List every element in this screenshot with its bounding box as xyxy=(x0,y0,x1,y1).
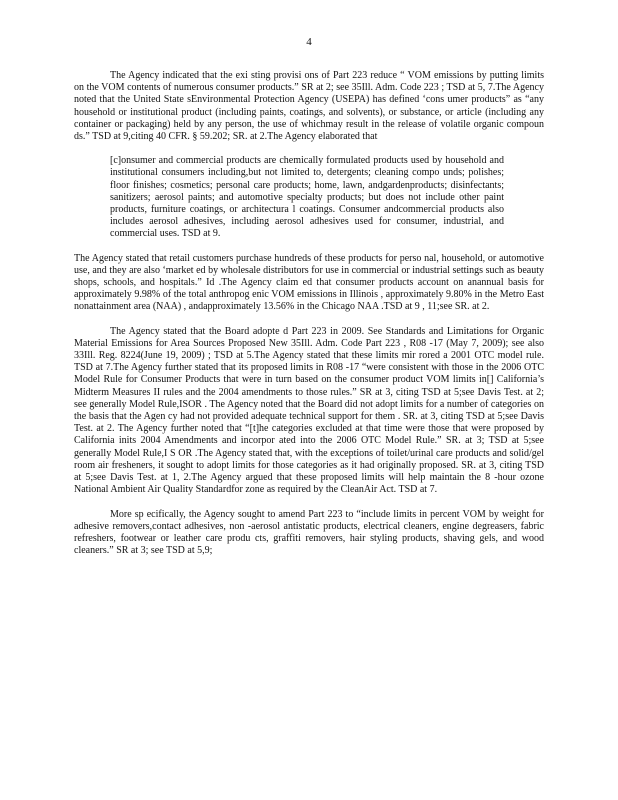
block-quote-consumer-products: [c]onsumer and commercial products are chemically formulated products used by household and institutional consumers including,but not limited to, detergents; cleaning compo unds; polishes; floor finishes; cosmetics; personal care products; home, lawn, andgardenproducts; disinfectants; sanitizers; aerosol paints; and automotive specialty products; but does not include other paint products, furniture coatings, or architectura l coatings. Consumer andcommercial products also includes aerosol adhesives, including aerosol adhesives used for consumer, industrial, and commercial uses. TSD at 9. xyxy=(110,155,504,240)
paragraph-retail-customers: The Agency stated that retail customers purchase hundreds of these products for perso nal, household, or automotive use, and they are also ‘market ed by wholesale distributors for use in commercial or industrial settings such as beauty shops, schools, and hospitals.” Id .The Agency claim ed that consumer products account on anannual basis for approximately 9.98% of the total anthropog enic VOM emissions in Illinois , approximately 9.80% in the Metro East nonattainment area (NAA) , andapproximately 13.56% in the Chicago NAA .TSD at 9 , 11;see SR. at 2. xyxy=(74,252,544,313)
paragraph-amend-part-223: More sp ecifically, the Agency sought to amend Part 223 to “include limits in percent VOM by weight for adhesive removers,contact adhesives, non -aerosol antistatic products, electrical cleaners, engine degreasers, fabric refreshers, footwear or leather care produ cts, graffiti removers, hair styling products, shaving gels, and wood cleaners.” SR at 3; see TSD at 5,9; xyxy=(74,508,544,557)
page-number: 4 xyxy=(306,36,312,48)
paragraph-agency-indication: The Agency indicated that the exi sting provisi ons of Part 223 reduce “ VOM emissions by putting limits on the VOM contents of numerous consumer products.” SR at 2; see 35Ill. Adm. Code 223 ; TSD at 5, 7.The Agency noted that the United State sEnvironmental Protection Agency (USEPA) has defined ‘cons umer products” as “any household or institutional product (including paints, coatings, and solvents), or substance, or article (including any container or packaging) held by any person, the use of whichmay result in the release of volatile organic compoun ds.” TSD at 9,citing 40 CFR. § 59.202; SR. at 2.The Agency elaborated that xyxy=(74,70,544,143)
document-body xyxy=(74,70,544,557)
paragraph-board-adoption: The Agency stated that the Board adopte d Part 223 in 2009. See Standards and Limitations for Organic Material Emissions for Area Sources Proposed New 35Ill. Adm. Code Part 223 , R08 -17 (May 7, 2009); see also 33Ill. Reg. 8224(June 19, 2009) ; TSD at 5.The Agency stated that these limits mir rored a 2001 OTC model rule. TSD at 7.The Agency further stated that its proposed limits in R08 -17 “were consistent with those in the 2006 OTC Model Rule for Consumer Products that were in turn based on the consumer product VOM limits in[] California’s Midterm Measures II rules and the 2004 amendments to those rules.” SR at 3, citing TSD at 5;see Davis Test. at 2; see generally Model Rule,ISOR . The Agency noted that the Board did not adopt limits for a number of categories on the basis that the Agen cy had not provided adequate technical support for them . SR. at 3, citing TSD at 5;see Davis Test. at 2. The Agency further noted that “[t]he categories excluded at that time were those that were proposed by California inits 2004 Amendments and incorpor ated into the 2006 OTC Model Rule.” SR. at 3; TSD at 5;see generally Model Rule,I S OR .The Agency stated that, with the exceptions of toilet/urinal care products and solid/gel room air fresheners, it sought to adopt limits for those categories as it had originally proposed. SR. at 3, citing TSD at 5;see Davis Test. at 1, 2.The Agency argued that these proposed limits will help maintain the 8 -hour ozone National Ambient Air Quality Standardfor zone as required by the CleanAir Act. TSD at 7. xyxy=(74,325,544,496)
